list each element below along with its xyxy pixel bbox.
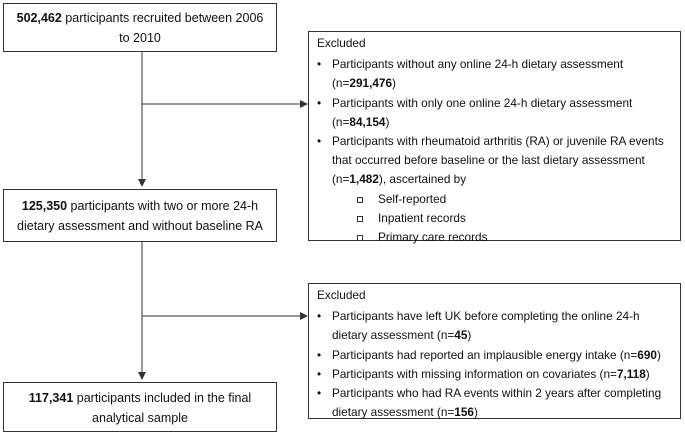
- excluded-box-1: [308, 31, 681, 245]
- excluded-list-1: [315, 55, 674, 247]
- excluded-heading-1: Excluded: [317, 36, 366, 50]
- eligible-count: 125,350: [21, 199, 68, 213]
- excluded-heading-2: Excluded: [317, 288, 366, 302]
- list-item: • Participants who had RA events within 2 years after completing dietary assessment (n=156): [315, 384, 674, 422]
- recruited-count: 502,462: [16, 11, 62, 25]
- list-item: • Participants with rheumatoid arthritis (RA) or juvenile RA events that occurred before baseline or the last dietary assessment (n=1,482), ascertained by Self-reported Inpatient records Primary care records: [315, 132, 674, 247]
- sub-list-item: Self-reported: [332, 190, 674, 209]
- excluded-list-2: [315, 307, 674, 422]
- square-bullet-icon: [357, 197, 363, 203]
- square-bullet-icon: [357, 216, 363, 222]
- sub-list-item: Primary care records: [332, 228, 674, 247]
- list-item: • Participants have left UK before completing the online 24-h dietary assessment (n=45): [315, 307, 674, 345]
- final-sample-box: [3, 382, 277, 432]
- eligible-text: participants with two or more 24-h dietary assessment and without baseline RA: [17, 199, 263, 233]
- list-item: • Participants with only one online 24-h dietary assessment (n=84,154): [315, 94, 674, 132]
- list-item: • Participants without any online 24-h dietary assessment (n=291,476): [315, 55, 674, 93]
- sub-list-item: Inpatient records: [332, 209, 674, 228]
- recruited-box: [3, 3, 277, 52]
- ascertainment-sources: [332, 190, 674, 248]
- eligible-box: [3, 189, 277, 242]
- excluded-box-2: [308, 283, 681, 419]
- list-item: • Participants had reported an implausible energy intake (n=690): [315, 346, 674, 365]
- list-item: • Participants with missing information on covariates (n=7,118): [315, 365, 674, 384]
- recruited-text: participants recruited between 2006 to 2010: [61, 11, 264, 45]
- final-text: participants included in the final analytical sample: [73, 391, 252, 425]
- square-bullet-icon: [357, 235, 363, 241]
- final-count: 117,341: [28, 391, 74, 405]
